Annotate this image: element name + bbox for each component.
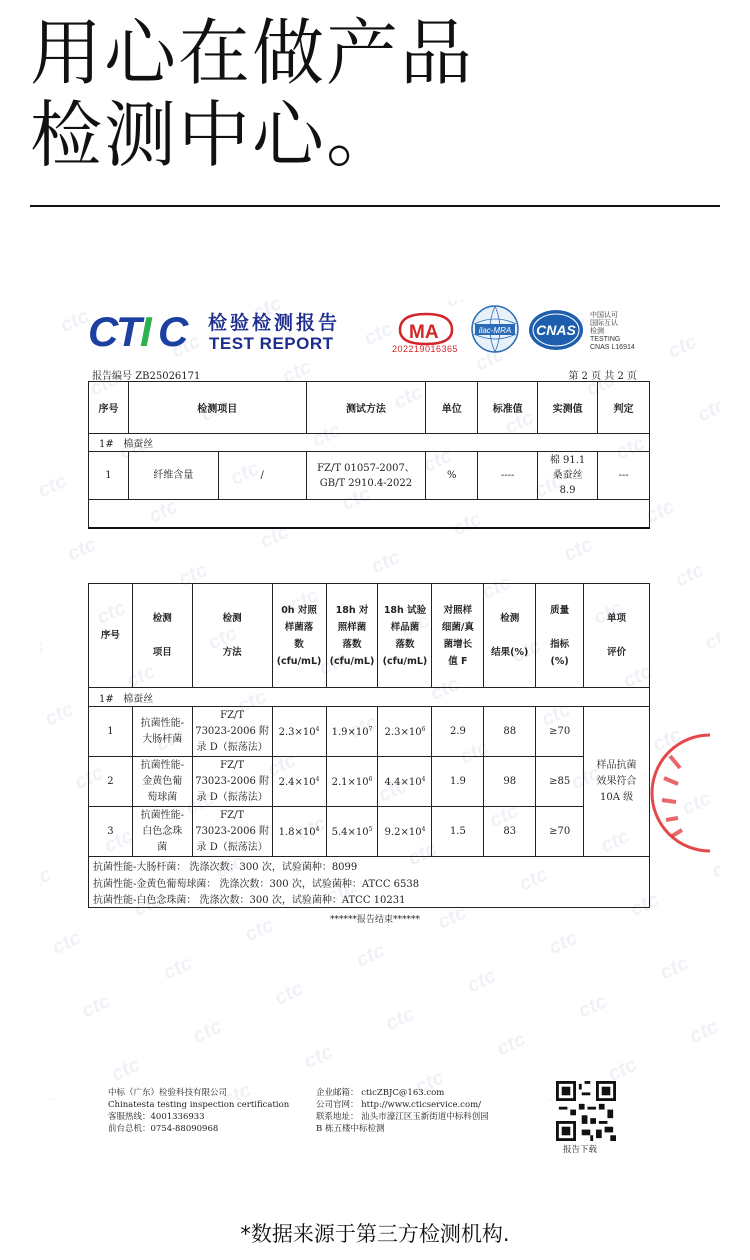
evaluation-cell: 样品抗菌 效果符合 10A 级 (584, 707, 650, 857)
svg-text:ilac-MRA: ilac-MRA (478, 326, 512, 335)
header-unit: 单位 (426, 382, 478, 434)
svg-text:C: C (158, 308, 189, 354)
headline (30, 12, 474, 176)
svg-text:MA: MA (409, 322, 439, 343)
cnas-text: 中国认可 国际互认 检测 TESTING CNAS L16914 (590, 312, 635, 351)
empty-row (89, 500, 650, 528)
disclaimer: *数据来源于第三方检测机构. (240, 1222, 510, 1246)
report-no-label: 报告编号 (92, 371, 132, 382)
group-row: 1# 棉蚕丝 (89, 434, 650, 452)
report-meta (92, 367, 637, 382)
header-no: 序号 (89, 584, 133, 688)
header-standard: 标准值 (478, 382, 538, 434)
header-measured: 实测值 (538, 382, 598, 434)
header-item: 检测项目 (128, 382, 306, 434)
svg-text:C: C (88, 308, 119, 354)
table-row: 1 抗菌性能- 大肠杆菌 FZ/T 73023-2006 附 录 D（振荡法） $2.3\times 10^4$ $1.9\times 10^7$ $2.3\times 10^6$ 2.9 88 ≥70 样品抗菌 效果符合 10A 级 (89, 707, 650, 757)
note-line: 抗菌性能-白色念珠菌： 洗涤次数：300 次，试验菌种：ATCC 10231 (89, 891, 650, 908)
header-judgement: 判定 (598, 382, 650, 434)
headline-line-1: 用心在做产品 (30, 11, 475, 95)
footer-contact-info: 企业邮箱： cticZBJC@163.com 公司官网： http://www.cticservice.com/ 联系地址： 汕头市濠江区玉新街道中标科创园 B 栋五楼中标检测 (316, 1088, 489, 1134)
header-item: 检测 项目 (132, 584, 192, 688)
svg-text:I: I (140, 308, 152, 354)
header-method: 检测 方法 (192, 584, 272, 688)
table-row: 3 抗菌性能- 白色念珠 菌 FZ/T 73023-2006 附 录 D（振荡法） $1.8\times 10^4$ $5.4\times 10^5$ $9.2\times 10^4$ 1.5 83 ≥70 (89, 807, 650, 857)
note-line: 抗菌性能-金黄色葡萄球菌： 洗涤次数：300 次，试验菌种：ATCC 6538 (89, 874, 650, 891)
ilac-mra-icon (470, 304, 520, 354)
table-row: 1 纤维含量 / FZ/T 01057-2007、 GB/T 2910.4-2022 % ---- 棉 91.1 桑蚕丝 8.9 --- (89, 452, 650, 500)
svg-text:CNAS: CNAS (536, 322, 576, 338)
header-18h-control: 18h 对 照样菌 落数 (cfu/mL) (326, 584, 378, 688)
group-row: 1# 棉蚕丝 (89, 688, 650, 707)
headline-line-2: 检测中心。 (30, 93, 401, 177)
svg-text:T: T (116, 308, 142, 354)
note-line: 抗菌性能-大肠杆菌： 洗涤次数：300 次，试验菌种：8099 (89, 857, 650, 874)
header-index: 质量 指标 (%) (536, 584, 584, 688)
company-seal-icon (640, 728, 710, 858)
header-growth-f: 对照样 细菌/真 菌增长 值 F (432, 584, 484, 688)
qr-label: 报告下载 (563, 1145, 598, 1155)
ctic-logo-icon (88, 304, 200, 354)
report-no: ZB25026171 (135, 371, 201, 382)
header-no: 序号 (89, 382, 129, 434)
cnas-icon (528, 308, 584, 352)
report-title-en: TEST REPORT (209, 334, 334, 353)
header-0h-control: 0h 对照 样菌落 数 (cfu/mL) (272, 584, 326, 688)
report-end: ******报告结束****** (329, 915, 420, 925)
ma-number: 202219016365 (392, 344, 459, 354)
divider (30, 205, 720, 207)
footer-company-info: 中标（广东）检验科技有限公司 Chinatesta testing inspection certification 客服热线：4001336933 前台总机：0754-88090968 (108, 1088, 290, 1134)
header-18h-sample: 18h 试验 样品菌 落数 (cfu/mL) (378, 584, 432, 688)
page-info: 第 2 页 共 2 页 (568, 371, 637, 382)
report-title-cn: 检验检测报告 (208, 312, 341, 334)
qr-code-icon[interactable] (556, 1081, 616, 1141)
fiber-content-table (88, 381, 650, 529)
header-method: 测试方法 (306, 382, 426, 434)
antibacterial-table (88, 583, 650, 908)
table-row: 2 抗菌性能- 金黄色葡 萄球菌 FZ/T 73023-2006 附 录 D（振荡法） $2.4\times 10^4$ $2.1\times 10^6$ $4.4\times 10^4$ 1.9 98 ≥85 (89, 757, 650, 807)
header-evaluation: 单项 评价 (584, 584, 650, 688)
report-header (88, 300, 653, 382)
header-result: 检测 结果(%) (484, 584, 536, 688)
